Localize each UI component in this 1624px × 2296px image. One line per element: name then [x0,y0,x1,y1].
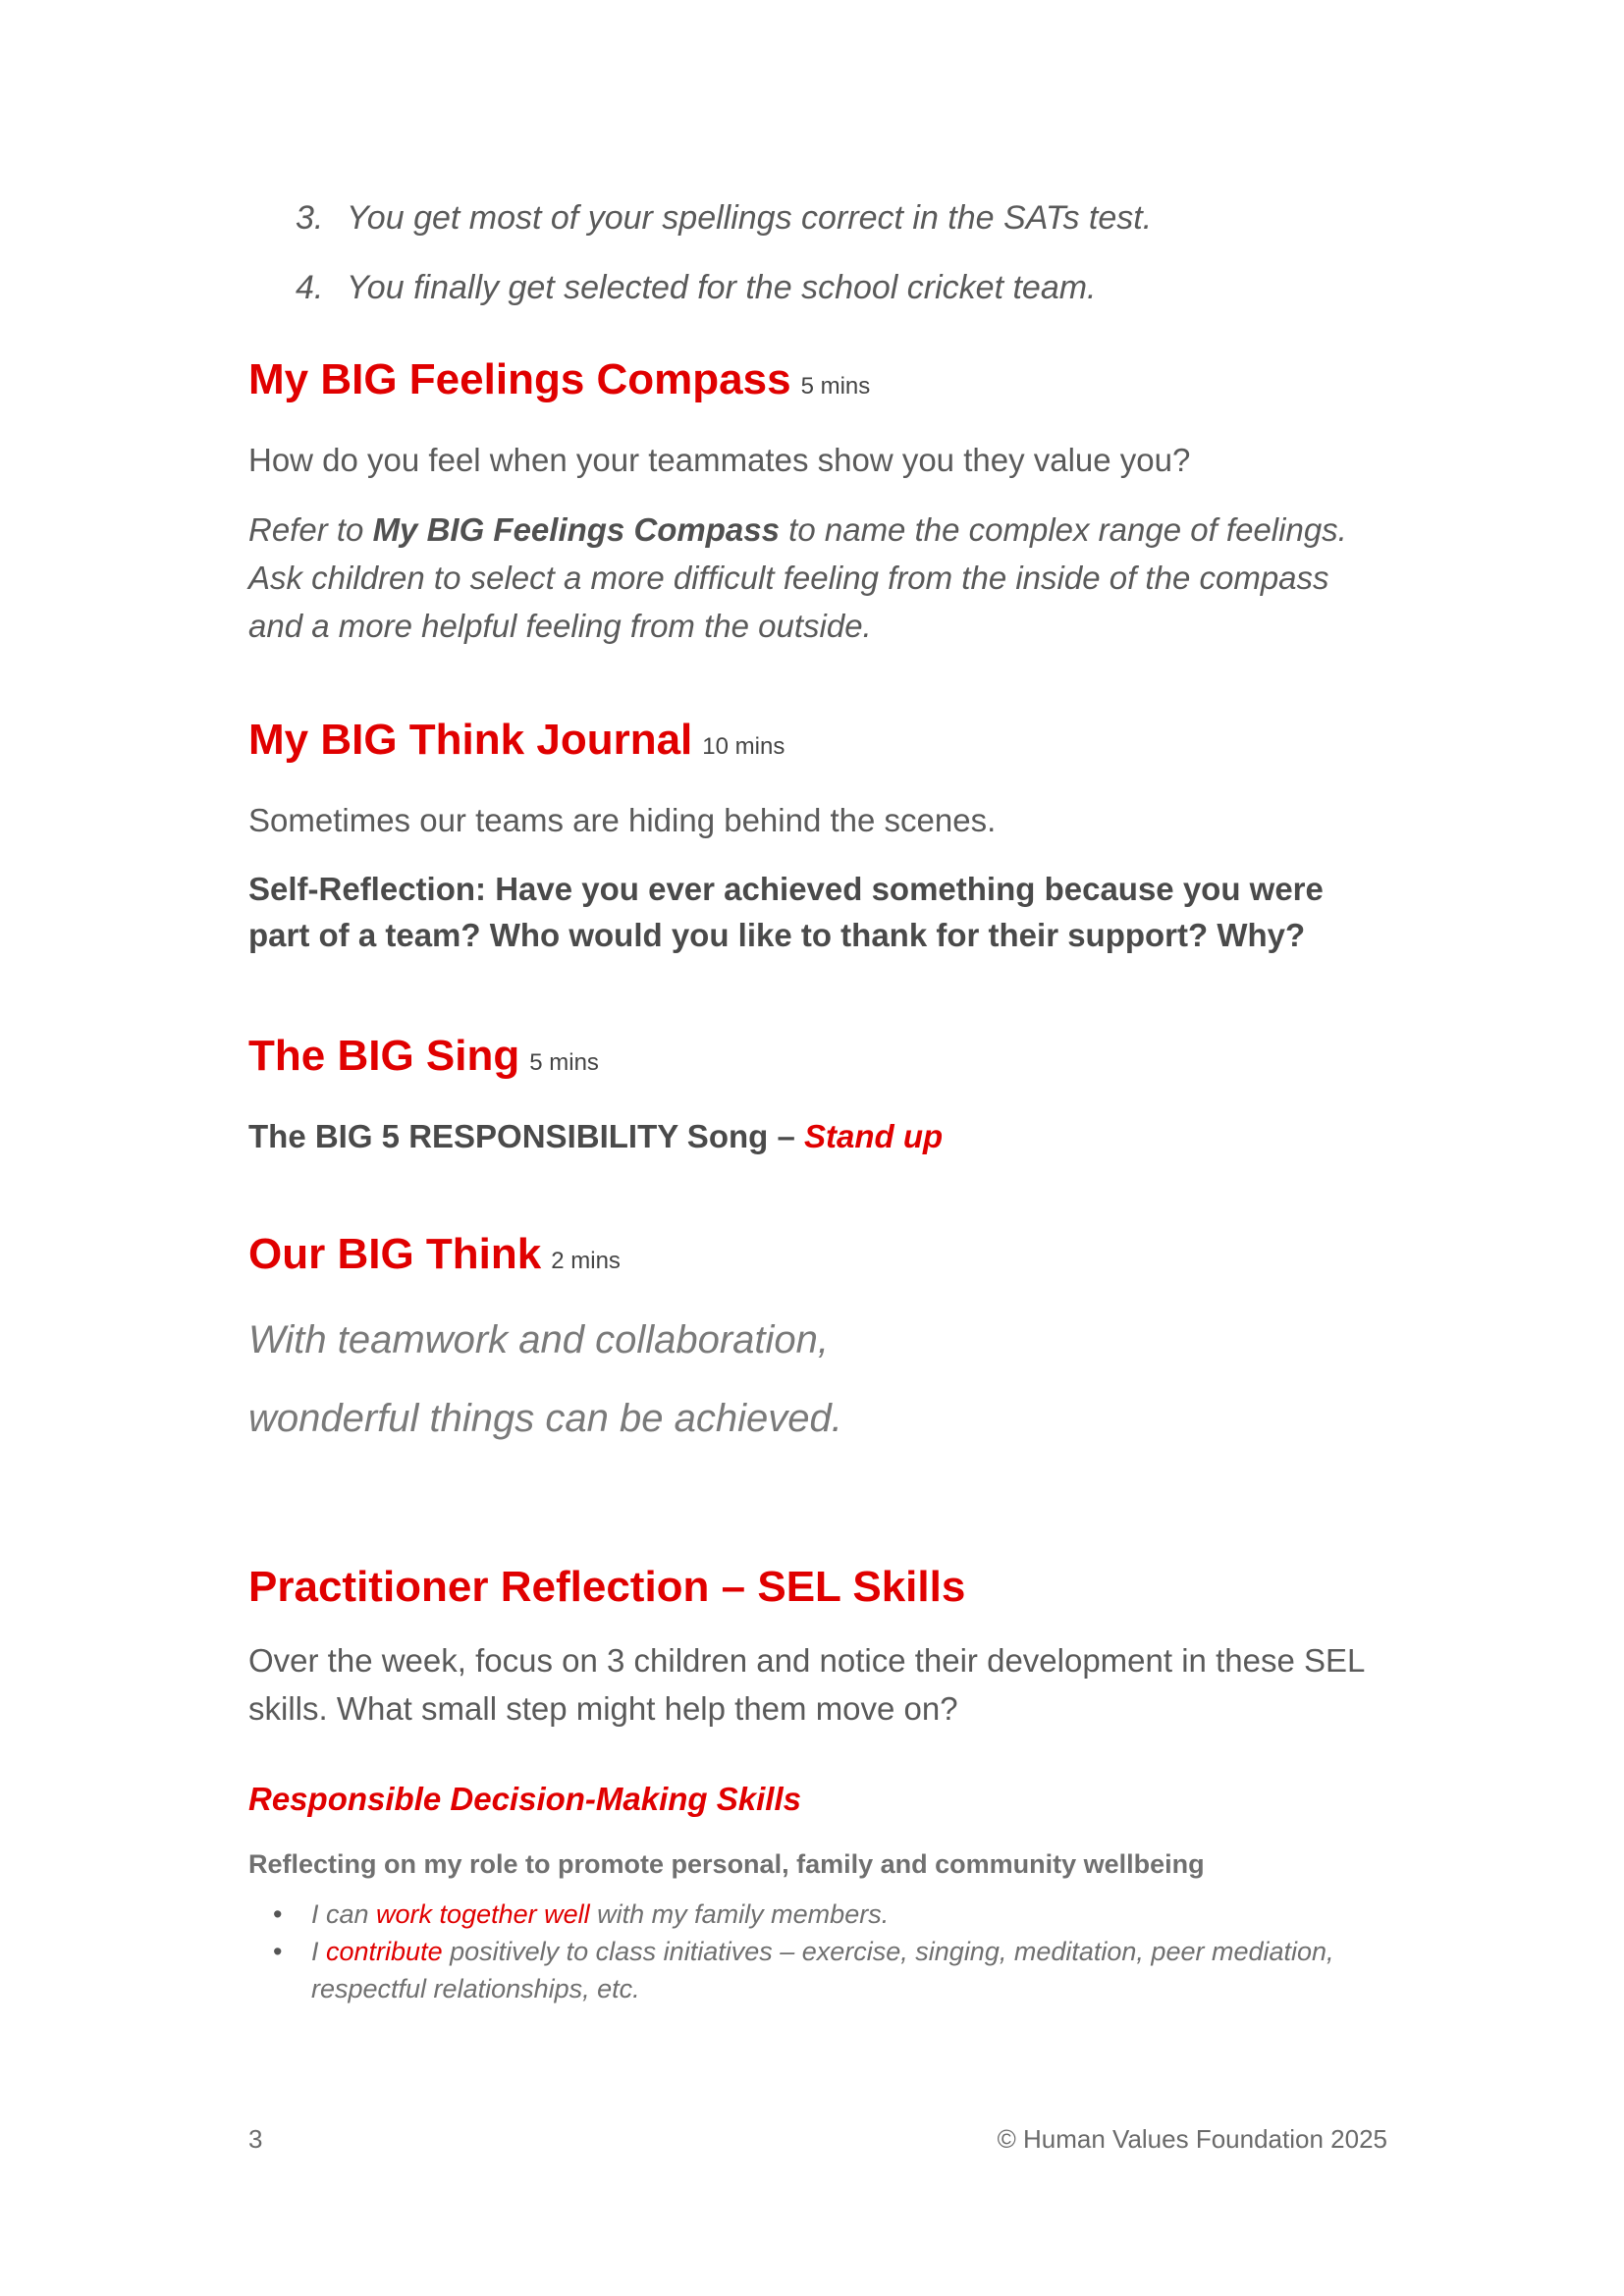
instruction-bold: My BIG Feelings Compass [372,511,780,548]
skills-subheading: Responsible Decision-Making Skills [248,1781,801,1817]
instruction-post: to name the complex range of feelings. Ask children to select a more difficult feeling from the inside of the compass and a more helpful feeling from the outside. [248,511,1347,644]
page-content [248,196,1387,2007]
big-sing-heading [248,1029,1387,1091]
feelings-compass-section [248,352,1387,650]
skills-bullet-list [248,1896,1387,2007]
list-number: 3. [296,199,324,237]
think-journal-intro: Sometimes our teams are hiding behind the scenes. [248,802,997,838]
list-item [296,266,1387,309]
page-footer [248,2122,1387,2156]
heading-text: The BIG Sing [248,1032,520,1080]
big-think-line-1: With teamwork and collaboration, [248,1318,830,1362]
think-journal-section [248,713,1387,958]
song-line [248,1112,1387,1160]
list-item [248,1933,1387,2007]
song-name: Stand up [803,1118,944,1154]
instruction-pre: Refer to [248,511,373,548]
big-think-line-2: wonderful things can be achieved. [248,1397,842,1440]
duration-label: 10 mins [702,733,785,760]
duration-label: 2 mins [551,1248,621,1274]
list-text: You finally get selected for the school cricket team. [347,269,1097,306]
heading-text: My BIG Think Journal [248,716,693,764]
copyright-text: © Human Values Foundation 2025 [997,2124,1387,2154]
bullet-highlight: contribute [326,1937,443,1966]
list-number: 4. [296,269,324,306]
reflecting-line: Reflecting on my role to promote personal, family and community wellbeing [248,1849,1205,1879]
think-journal-heading [248,713,1387,774]
numbered-list [248,196,1387,309]
big-think-section [248,1227,1387,1444]
duration-label: 5 mins [800,373,871,400]
bullet-highlight: work together well [376,1899,590,1929]
practitioner-intro: Over the week, focus on 3 children and notice their development in these SEL skills. What small step might help them move on? [248,1642,1365,1727]
list-item [248,1896,1387,1933]
list-item [296,196,1387,240]
bullet-post: with my family members. [589,1899,890,1929]
feelings-question: How do you feel when your teammates show you they value you? [248,442,1191,478]
duration-label: 5 mins [529,1049,599,1076]
practitioner-section [248,1560,1387,2007]
bullet-icon: • [273,1937,283,1966]
self-reflection-text: Self-Reflection: Have you ever achieved something because you were part of a team? Who would you like to thank for their support? Why? [248,871,1324,953]
page-number: 3 [248,2124,263,2154]
feelings-compass-heading [248,352,1387,414]
heading-text: My BIG Feelings Compass [248,355,791,403]
bullet-pre: I can [311,1899,377,1929]
big-think-heading [248,1227,1387,1289]
bullet-post: positively to class initiatives – exercise, singing, meditation, peer mediation, respectful relationships, etc. [311,1937,1334,2003]
bullet-pre: I [311,1937,327,1966]
song-label: The BIG 5 RESPONSIBILITY Song – [248,1118,804,1154]
list-text: You get most of your spellings correct in the SATs test. [347,199,1153,237]
heading-text: Our BIG Think [248,1230,542,1278]
practitioner-heading: Practitioner Reflection – SEL Skills [248,1563,966,1611]
big-sing-section [248,1029,1387,1160]
feelings-instruction [248,506,1387,650]
bullet-icon: • [273,1899,283,1929]
